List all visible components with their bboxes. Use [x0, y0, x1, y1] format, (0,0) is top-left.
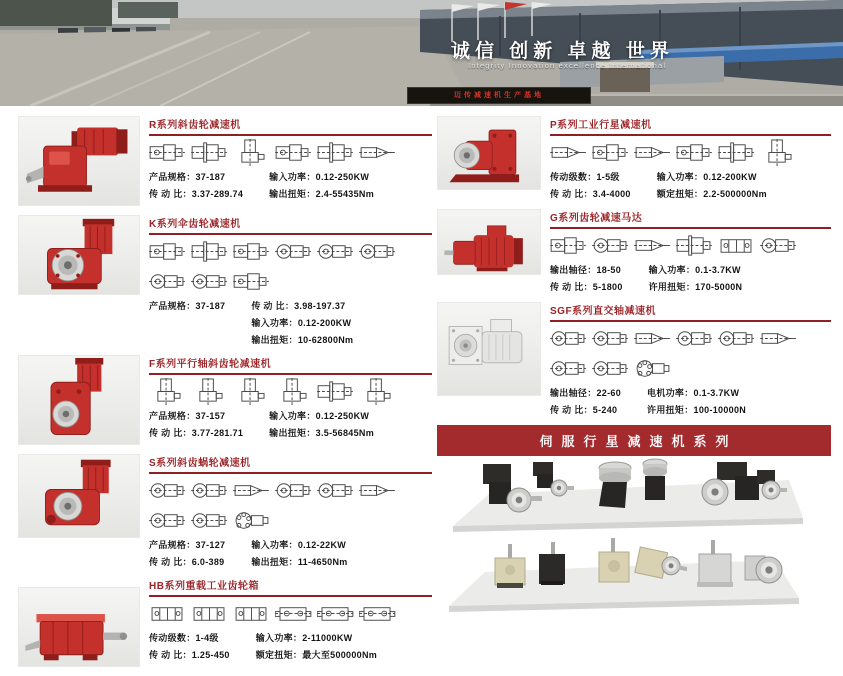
drawings-row [149, 477, 432, 504]
section-r [18, 116, 432, 206]
side-drawing-icon [149, 238, 186, 265]
section-hb [18, 577, 432, 667]
boxshaft-drawing-icon [359, 600, 396, 627]
cone-drawing-icon [359, 477, 396, 504]
servo-product-beige-planetary-pair [587, 532, 687, 590]
box-drawing-icon [149, 600, 186, 627]
boxshaft-drawing-icon [317, 600, 354, 627]
product-photo-sgf [437, 302, 541, 396]
round-drawing-icon [317, 238, 354, 265]
vert-drawing-icon [233, 139, 270, 166]
hero-slogan-en: Integrity Innovation excellence International [468, 61, 667, 70]
drawings-row [550, 139, 831, 166]
spec-输入功率: 输入功率：0.12-200KW [251, 318, 352, 328]
servo-product-black-right-angle-pair [475, 460, 575, 518]
product-photo-s [18, 454, 140, 538]
spec-col-right [657, 170, 767, 200]
specs-p [550, 170, 831, 200]
servo-product-beige-and-black-planetary [487, 536, 587, 594]
drawings-row [149, 268, 432, 295]
section-body-p [550, 116, 831, 200]
catalog-content [0, 114, 843, 660]
series-title-p: P系列工业行星减速机 [550, 116, 831, 136]
cone-drawing-icon [359, 139, 396, 166]
section-body-hb [149, 577, 432, 667]
boxshaft-drawing-icon [275, 600, 312, 627]
round-drawing-icon [191, 268, 228, 295]
vert-drawing-icon [233, 378, 270, 405]
round-drawing-icon [191, 477, 228, 504]
spec-电机功率: 电机功率：0.1-3.7KW [647, 388, 740, 398]
round-drawing-icon [676, 325, 713, 352]
wheel-drawing-icon [634, 355, 671, 382]
side-drawing-icon [233, 238, 270, 265]
spec-传 动 比: 传 动 比：3.77-281.71 [149, 428, 244, 438]
spec-传 动 比: 传 动 比：3.4-4000 [550, 189, 631, 199]
flange-drawing-icon [718, 139, 755, 166]
specs-hb [149, 631, 432, 661]
vert-drawing-icon [760, 139, 797, 166]
spec-col-right [649, 263, 743, 293]
round-drawing-icon [550, 325, 587, 352]
cone-drawing-icon [634, 139, 671, 166]
spec-产品规格: 产品规格：37-187 [149, 301, 226, 311]
side-drawing-icon [550, 232, 587, 259]
round-drawing-icon [592, 325, 629, 352]
spec-传 动 比: 传 动 比：5-240 [550, 405, 618, 415]
spec-col-right [251, 538, 347, 568]
spec-输出扭矩: 输出扭矩：2.4-55435Nm [269, 189, 374, 199]
spec-输出轴径: 输出轴径：22-60 [550, 388, 622, 398]
spec-输出轴径: 输出轴径：18-50 [550, 265, 622, 275]
servo-series-banner: 伺服行星减速机系列 [437, 425, 831, 456]
round-drawing-icon [275, 238, 312, 265]
spec-输入功率: 输入功率：0.12-250KW [269, 172, 370, 182]
specs-k [149, 299, 432, 346]
drawings-row [149, 600, 432, 627]
spec-输入功率: 输入功率：0.1-3.7KW [648, 265, 741, 275]
round-drawing-icon [191, 507, 228, 534]
series-title-r: R系列斜齿轮减速机 [149, 116, 432, 136]
series-title-hb: HB系列重载工业齿轮箱 [149, 577, 432, 597]
series-title-k: K系列伞齿轮减速机 [149, 215, 432, 235]
spec-col-right [251, 299, 353, 346]
drawings-row [149, 139, 432, 166]
round-drawing-icon [149, 477, 186, 504]
spec-产品规格: 产品规格：37-127 [149, 540, 226, 550]
spec-产品规格: 产品规格：37-187 [149, 172, 226, 182]
spec-产品规格: 产品规格：37-157 [149, 411, 226, 421]
spec-col-left [149, 631, 230, 661]
spec-col-left [149, 299, 225, 346]
section-body-r [149, 116, 432, 206]
spec-传 动 比: 传 动 比：3.37-289.74 [149, 189, 244, 199]
vert-drawing-icon [191, 378, 228, 405]
drawings-row [550, 325, 831, 352]
cone-drawing-icon [634, 232, 671, 259]
flange-drawing-icon [317, 378, 354, 405]
flange-drawing-icon [676, 232, 713, 259]
spec-col-left [550, 386, 621, 416]
series-title-f: F系列平行轴斜齿轮减速机 [149, 355, 432, 375]
vert-drawing-icon [275, 378, 312, 405]
side-drawing-icon [275, 139, 312, 166]
spec-输出扭矩: 输出扭矩：10-62800Nm [251, 335, 354, 345]
cone-drawing-icon [233, 477, 270, 504]
series-title-g: G系列齿轮减速马达 [550, 209, 831, 229]
round-drawing-icon [149, 268, 186, 295]
round-drawing-icon [592, 355, 629, 382]
section-body-k [149, 215, 432, 346]
product-photo-f [18, 355, 140, 445]
spec-额定扭矩: 额定扭矩：2.2-500000Nm [656, 189, 767, 199]
spec-许用扭矩: 许用扭矩：100-10000N [647, 405, 747, 415]
drawings-row [149, 378, 432, 405]
section-body-sgf [550, 302, 831, 416]
box-drawing-icon [718, 232, 755, 259]
specs-f [149, 409, 432, 439]
round-drawing-icon [359, 238, 396, 265]
vert-drawing-icon [359, 378, 396, 405]
spec-传动级数: 传动级数：1-5级 [550, 172, 620, 182]
product-photo-hb [18, 587, 140, 667]
spec-输入功率: 输入功率：2-11000KW [255, 633, 353, 643]
hero-slogan: 诚信 创新 卓越 世界 [451, 41, 674, 62]
specs-sgf [550, 386, 831, 416]
product-photo-r [18, 116, 140, 206]
section-p [437, 116, 831, 200]
spec-col-right [269, 409, 374, 439]
servo-product-silver-flange-pair [585, 454, 685, 512]
spec-col-right [256, 631, 377, 661]
spec-col-left [550, 170, 631, 200]
product-photo-p [437, 116, 541, 190]
spec-col-left [550, 263, 623, 293]
factory-photo [0, 0, 843, 106]
series-title-sgf: SGF系列直交轴减速机 [550, 302, 831, 322]
specs-g [550, 263, 831, 293]
spec-输入功率: 输入功率：0.12-22KW [251, 540, 347, 550]
section-g [437, 209, 831, 293]
spec-col-right [269, 170, 374, 200]
drawings-row [550, 355, 831, 382]
drawings-row [149, 238, 432, 265]
product-photo-k [18, 215, 140, 295]
right-sections [437, 116, 831, 416]
spec-col-left [149, 538, 225, 568]
spec-传 动 比: 传 动 比：1.25-450 [149, 650, 230, 660]
spec-输入功率: 输入功率：0.12-250KW [269, 411, 370, 421]
section-body-s [149, 454, 432, 568]
spec-col-left [149, 409, 243, 439]
flange-drawing-icon [191, 238, 228, 265]
round-drawing-icon [317, 477, 354, 504]
spec-col-left [149, 170, 243, 200]
section-body-f [149, 355, 432, 445]
drawings-row [550, 232, 831, 259]
cone-drawing-icon [634, 325, 671, 352]
round-drawing-icon [592, 232, 629, 259]
box-drawing-icon [191, 600, 228, 627]
spec-传 动 比: 传 动 比：6.0-389 [149, 557, 225, 567]
flange-drawing-icon [191, 139, 228, 166]
section-body-g [550, 209, 831, 293]
round-drawing-icon [760, 232, 797, 259]
servo-product-silver-planetary-pair [689, 534, 789, 592]
specs-s [149, 538, 432, 568]
spec-传 动 比: 传 动 比：5-1800 [550, 282, 623, 292]
side-drawing-icon [676, 139, 713, 166]
specs-r [149, 170, 432, 200]
spec-输出扭矩: 输出扭矩：11-4650Nm [251, 557, 348, 567]
left-column [18, 116, 432, 676]
side-drawing-icon [149, 139, 186, 166]
spec-额定扭矩: 额定扭矩：最大至500000Nm [255, 650, 378, 660]
spec-col-right [647, 386, 746, 416]
spec-传 动 比: 传 动 比：3.98-197.37 [251, 301, 346, 311]
round-drawing-icon [550, 355, 587, 382]
servo-product-showcase [437, 460, 831, 646]
servo-product-right-angle-flange-pair [689, 458, 789, 516]
series-title-s: S系列斜齿蜗轮减速机 [149, 454, 432, 474]
vert-drawing-icon [149, 378, 186, 405]
cone-drawing-icon [550, 139, 587, 166]
wheel-drawing-icon [233, 507, 270, 534]
round-drawing-icon [149, 507, 186, 534]
gate-led-banner: 迈传减速机生产基地 [407, 87, 591, 104]
round-drawing-icon [718, 325, 755, 352]
spec-输出扭矩: 输出扭矩：3.5-56845Nm [269, 428, 374, 438]
product-photo-g [437, 209, 541, 275]
cone-drawing-icon [760, 325, 797, 352]
section-f [18, 355, 432, 445]
spec-输入功率: 输入功率：0.12-200KW [656, 172, 757, 182]
drawings-row [149, 507, 432, 534]
side-drawing-icon [592, 139, 629, 166]
side-drawing-icon [233, 268, 270, 295]
spec-许用扭矩: 许用扭矩：170-5000N [648, 282, 743, 292]
section-k [18, 215, 432, 346]
section-s [18, 454, 432, 568]
section-sgf [437, 302, 831, 416]
spec-传动级数: 传动级数：1-4级 [149, 633, 219, 643]
flange-drawing-icon [317, 139, 354, 166]
box-drawing-icon [233, 600, 270, 627]
round-drawing-icon [275, 477, 312, 504]
right-column [437, 116, 831, 646]
